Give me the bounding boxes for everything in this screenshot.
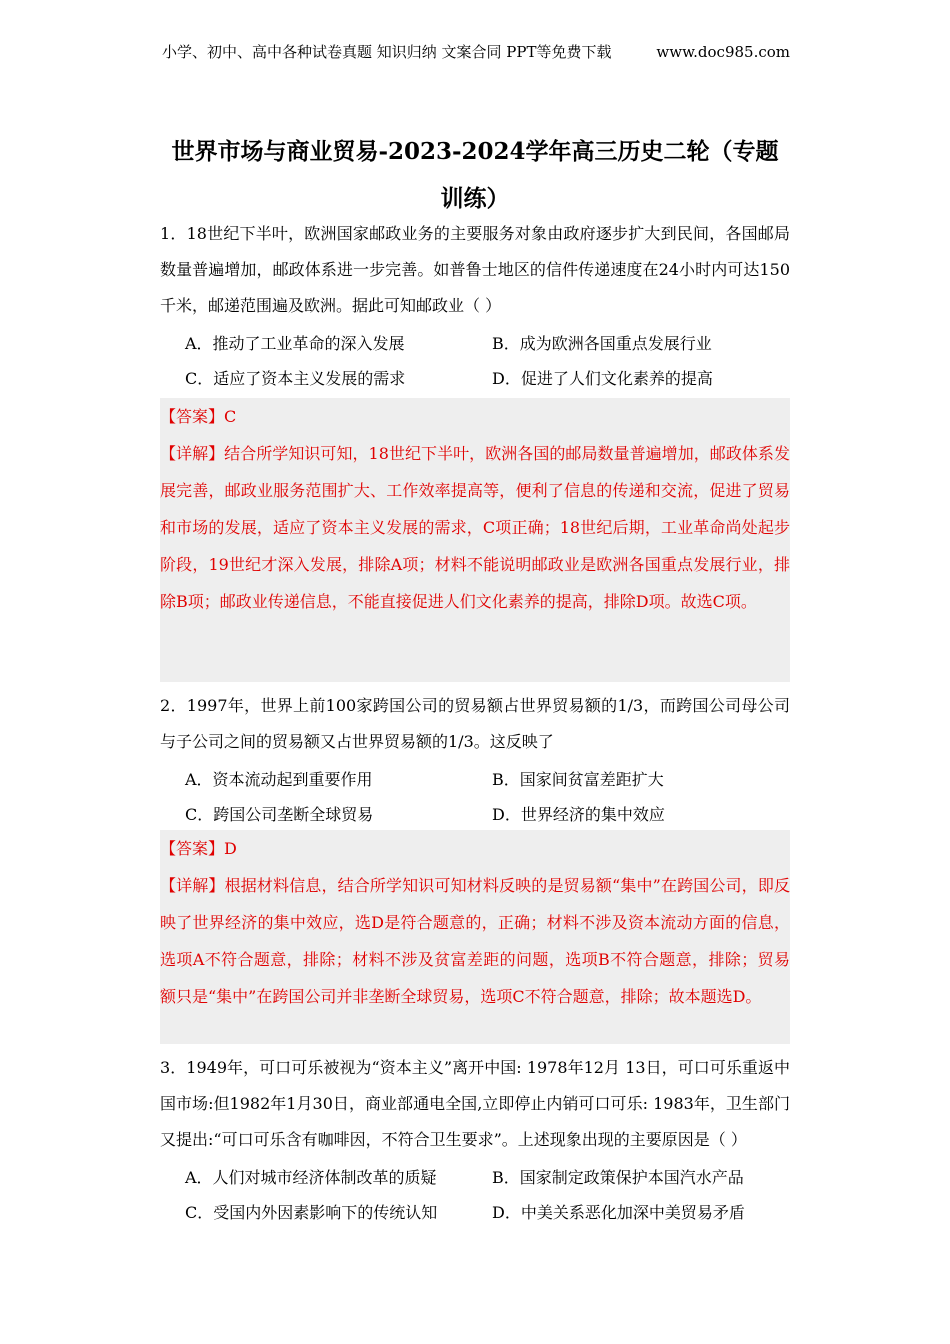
question-2-option-d: D．世界经济的集中效应: [492, 805, 665, 824]
question-3-option-b: B．国家制定政策保护本国汽水产品: [492, 1168, 744, 1187]
question-3-options: [160, 1160, 790, 1230]
answer-value: C: [224, 407, 237, 426]
question-1-option-c: C．适应了资本主义发展的需求: [185, 369, 406, 388]
answer-tag: 【答案】: [160, 839, 225, 858]
question-3-stem: 3．1949年，可口可乐被视为“资本主义”离开中国: 1978年12月 13日，可口可乐重返中国市场:但1982年1月30日，商业部通电全国,立即停止内销可口可乐: 1983年，卫生部门又提出:“可口可乐含有咖啡因，不符合卫生要求”。上述现象出现的主要原因是（ ）: [160, 1058, 790, 1149]
question-1-answer-box: [160, 398, 790, 682]
question-1: [160, 216, 790, 396]
question-2-answer: [160, 830, 790, 867]
question-3-option-c: C．受国内外因素影响下的传统认知: [185, 1203, 438, 1222]
answer-value: D: [224, 839, 237, 858]
question-3-option-a: A．人们对城市经济体制改革的质疑: [185, 1168, 437, 1187]
detail-text: 根据材料信息，结合所学知识可知材料反映的是贸易额“集中”在跨国公司，即反映了世界经济的集中效应，选D是符合题意的，正确；材料不涉及资本流动方面的信息，选项A不符合题意，排除；材料不涉及贫富差距的问题，选项B不符合题意，排除；贸易额只是“集中”在跨国公司并非垄断全球贸易，选项C不符合题意，排除；故本题选D。: [160, 876, 790, 1006]
question-1-option-a: A．推动了工业革命的深入发展: [185, 334, 405, 353]
question-1-option-d: D．促进了人们文化素养的提高: [492, 369, 713, 388]
question-1-options: [160, 326, 790, 396]
question-2: [160, 688, 790, 832]
document-title: 世界市场与商业贸易-2023-2024学年高三历史二轮（专题训练）: [171, 138, 779, 212]
question-1-option-b: B．成为欧洲各国重点发展行业: [492, 334, 712, 353]
detail-tag: 【详解】: [160, 444, 225, 463]
question-2-option-a: A．资本流动起到重要作用: [185, 770, 373, 789]
page-header: [162, 40, 790, 64]
question-2-detail: [160, 867, 790, 1015]
question-2-option-b: B．国家间贫富差距扩大: [492, 770, 664, 789]
question-2-stem: 2．1997年，世界上前100家跨国公司的贸易额占世界贸易额的1/3，而跨国公司母公司与子公司之间的贸易额又占世界贸易额的1/3。这反映了: [160, 696, 790, 751]
detail-tag: 【详解】: [160, 876, 225, 895]
detail-text: 结合所学知识可知，18世纪下半叶，欧洲各国的邮局数量普遍增加，邮政体系发展完善，邮政业服务范围扩大、工作效率提高等，便利了信息的传递和交流，促进了贸易和市场的发展，适应了资本主义发展的需求，C项正确；18世纪后期，工业革命尚处起步阶段，19世纪才深入发展，排除A项；材料不能说明邮政业是欧洲各国重点发展行业，排除B项；邮政业传递信息，不能直接促进人们文化素养的提高，排除D项。故选C项。: [160, 444, 790, 611]
header-website-link[interactable]: www.doc985.com: [656, 43, 790, 61]
question-3-option-d: D．中美关系恶化加深中美贸易矛盾: [492, 1203, 745, 1222]
question-3: [160, 1050, 790, 1230]
question-1-detail: [160, 435, 790, 620]
header-left-text: 小学、初中、高中各种试卷真题 知识归纳 文案合同 PPT等免费下载: [162, 43, 612, 61]
question-2-option-c: C．跨国公司垄断全球贸易: [185, 805, 374, 824]
answer-tag: 【答案】: [160, 407, 225, 426]
question-1-answer: [160, 398, 790, 435]
question-1-stem: 1．18世纪下半叶，欧洲国家邮政业务的主要服务对象由政府逐步扩大到民间，各国邮局数量普遍增加，邮政体系进一步完善。如普鲁士地区的信件传递速度在24小时内可达150千米，邮递范围遍及欧洲。据此可知邮政业（ ）: [160, 224, 790, 315]
question-2-options: [160, 762, 790, 832]
question-2-answer-box: [160, 830, 790, 1044]
